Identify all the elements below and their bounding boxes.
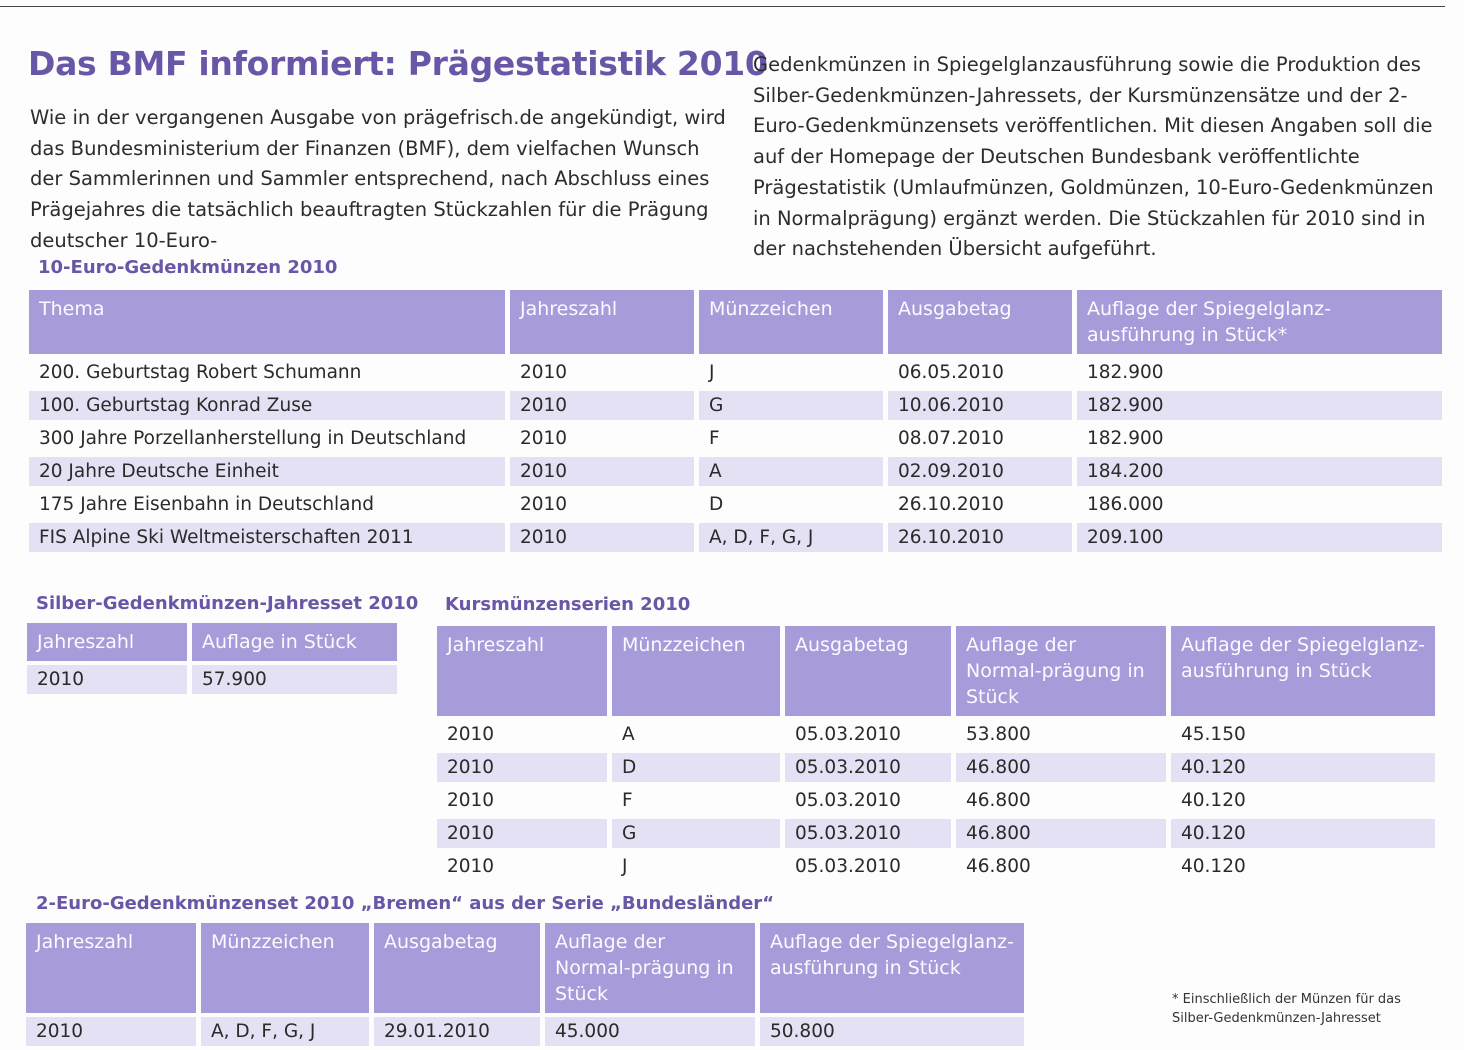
table-row (29, 490, 1442, 519)
col-header-thema: Thema (29, 290, 505, 354)
table-row (29, 424, 1442, 453)
table-header-row (29, 290, 1442, 354)
cell-auflage: 182.900 (1087, 362, 1164, 383)
cell-muenzzeichen: F (709, 428, 720, 449)
bremen-table (21, 919, 1029, 1050)
cell-auflage-spiegelglanz: 45.150 (1181, 724, 1246, 745)
cell-auflage: 209.100 (1077, 523, 1442, 552)
col-header-auflage-spiegelglanz: Auflage der Spiegelglanz-ausführung in Stück (760, 923, 1024, 1013)
table-row (29, 523, 1442, 552)
cell-auflage-spiegelglanz: 40.120 (1171, 753, 1435, 782)
col-header-ausgabetag: Ausgabetag (374, 923, 540, 1013)
cell-muenzzeichen: G (612, 819, 780, 848)
cell-muenzzeichen: J (709, 362, 715, 383)
cell-ausgabetag: 05.03.2010 (795, 856, 901, 877)
col-header-auflage: Auflage in Stück (192, 623, 397, 661)
cell-auflage-normal: 45.000 (545, 1017, 755, 1046)
cell-jahreszahl: 2010 (520, 428, 568, 449)
cell-jahreszahl: 2010 (510, 457, 694, 486)
cell-jahreszahl: 2010 (437, 753, 607, 782)
table-row (437, 753, 1435, 782)
cell-auflage-normal: 46.800 (956, 819, 1166, 848)
col-header-muenzzeichen: Münzzeichen (201, 923, 369, 1013)
cell-ausgabetag: 29.01.2010 (374, 1017, 540, 1046)
kurs-table (432, 622, 1440, 885)
cell-muenzzeichen: D (612, 753, 780, 782)
cell-muenzzeichen: J (622, 856, 628, 877)
col-header-muenzzeichen: Münzzeichen (612, 626, 780, 716)
col-header-auflage-spiegelglanz: Auflage der Spiegelglanz-ausführung in Stück (1171, 626, 1435, 716)
table-row (437, 786, 1435, 815)
cell-muenzzeichen: F (622, 790, 633, 811)
cell-thema: 100. Geburtstag Konrad Zuse (29, 391, 505, 420)
cell-muenzzeichen: G (699, 391, 883, 420)
cell-jahreszahl: 2010 (447, 856, 495, 877)
col-header-auflage-spiegelglanz: Auflage der Spiegelglanz-ausführung in Stück* (1077, 290, 1442, 354)
table-row (437, 852, 1435, 881)
cell-muenzzeichen: A, D, F, G, J (699, 523, 883, 552)
col-header-jahreszahl: Jahreszahl (27, 623, 187, 661)
table-row (437, 720, 1435, 749)
cell-auflage-normal: 46.800 (966, 790, 1031, 811)
col-header-auflage-normal: Auflage der Normal-prägung in Stück (545, 923, 755, 1013)
cell-ausgabetag: 26.10.2010 (888, 523, 1072, 552)
cell-ausgabetag: 02.09.2010 (888, 457, 1072, 486)
col-header-ausgabetag: Ausgabetag (888, 290, 1072, 354)
cell-auflage-normal: 46.800 (956, 753, 1166, 782)
ten-euro-section-title: 10-Euro-Gedenkmünzen 2010 (38, 257, 338, 278)
cell-auflage: 182.900 (1077, 391, 1442, 420)
cell-thema: 175 Jahre Eisenbahn in Deutschland (39, 494, 374, 515)
cell-ausgabetag: 26.10.2010 (898, 494, 1004, 515)
silber-table (22, 619, 402, 698)
cell-muenzzeichen: A, D, F, G, J (201, 1017, 369, 1046)
cell-auflage: 57.900 (192, 665, 397, 694)
col-header-ausgabetag: Ausgabetag (785, 626, 951, 716)
table-row (29, 391, 1442, 420)
page-title: Das BMF informiert: Prägestatistik 2010 (28, 44, 768, 83)
cell-auflage-normal: 53.800 (966, 724, 1031, 745)
cell-jahreszahl: 2010 (447, 724, 495, 745)
cell-auflage-normal: 46.800 (966, 856, 1031, 877)
table-row (29, 457, 1442, 486)
cell-jahreszahl: 2010 (447, 790, 495, 811)
table-row (437, 819, 1435, 848)
cell-auflage-spiegelglanz: 40.120 (1171, 819, 1435, 848)
cell-jahreszahl: 2010 (437, 819, 607, 848)
table-row (29, 358, 1442, 387)
table-header-row (437, 626, 1435, 716)
cell-ausgabetag: 05.03.2010 (785, 819, 951, 848)
cell-jahreszahl: 2010 (27, 665, 187, 694)
cell-thema: FIS Alpine Ski Weltmeisterschaften 2011 (29, 523, 505, 552)
silber-section-title: Silber-Gedenkmünzen-Jahresset 2010 (36, 593, 419, 614)
cell-ausgabetag: 05.03.2010 (795, 724, 901, 745)
cell-muenzzeichen: A (699, 457, 883, 486)
footnote: * Einschließlich der Münzen für das Silber-Gedenkmünzen-Jahresset (1172, 992, 1401, 1026)
cell-thema: 300 Jahre Porzellanherstellung in Deutschland (39, 428, 467, 449)
top-rule (0, 6, 1445, 7)
cell-auflage: 184.200 (1077, 457, 1442, 486)
col-header-muenzzeichen: Münzzeichen (699, 290, 883, 354)
intro-text-left: Wie in der vergangenen Ausgabe von prägefrisch.de angekündigt, wird das Bundesministerium der Finanzen (BMF), dem vielfachen Wunsch der Sammlerinnen und Sammler entsprechend, nach Abschluss eines Prägejahres die tatsächlich beauftragten Stückzahlen für die Prägung deutscher 10-Euro- (30, 106, 726, 252)
cell-ausgabetag: 08.07.2010 (898, 428, 1004, 449)
cell-muenzzeichen: D (709, 494, 724, 515)
cell-ausgabetag: 05.03.2010 (785, 753, 951, 782)
cell-auflage: 186.000 (1087, 494, 1164, 515)
col-header-jahreszahl: Jahreszahl (26, 923, 196, 1013)
cell-auflage-spiegelglanz: 50.800 (760, 1017, 1024, 1046)
cell-muenzzeichen: A (622, 724, 635, 745)
intro-text-right: Gedenkmünzen in Spiegelglanzausführung sowie die Produktion des Silber-Gedenkmünzen-Jahressets, der Kursmünzensätze und der 2-Euro-Gedenkmünzensets veröffentlichen. Mit diesen Angaben soll die auf der Homepage der Deutschen Bundesbank veröffentlichte Prägestatistik (Umlaufmünzen, Goldmünzen, 10-Euro-Gedenkmünzen in Normalprägung) ergänzt werden. Die Stückzahlen für 2010 sind in der nachstehenden Übersicht aufgeführt. (753, 53, 1434, 261)
ten-euro-table (24, 286, 1447, 556)
col-header-jahreszahl: Jahreszahl (437, 626, 607, 716)
table-row (27, 665, 397, 694)
cell-jahreszahl: 2010 (26, 1017, 196, 1046)
col-header-jahreszahl: Jahreszahl (510, 290, 694, 354)
table-header-row (27, 623, 397, 661)
cell-thema: 200. Geburtstag Robert Schumann (39, 362, 362, 383)
cell-ausgabetag: 05.03.2010 (795, 790, 901, 811)
cell-jahreszahl: 2010 (520, 362, 568, 383)
kurs-section-title: Kursmünzenserien 2010 (445, 594, 691, 615)
bremen-section-title: 2-Euro-Gedenkmünzenset 2010 „Bremen“ aus der Serie „Bundesländer“ (36, 893, 775, 914)
cell-auflage: 182.900 (1087, 428, 1164, 449)
cell-auflage-spiegelglanz: 40.120 (1181, 856, 1246, 877)
cell-ausgabetag: 06.05.2010 (898, 362, 1004, 383)
cell-ausgabetag: 10.06.2010 (888, 391, 1072, 420)
cell-auflage-spiegelglanz: 40.120 (1181, 790, 1246, 811)
table-header-row (26, 923, 1024, 1013)
col-header-auflage-normal: Auflage der Normal-prägung in Stück (956, 626, 1166, 716)
table-row (26, 1017, 1024, 1046)
cell-thema: 20 Jahre Deutsche Einheit (29, 457, 505, 486)
cell-jahreszahl: 2010 (510, 391, 694, 420)
cell-jahreszahl: 2010 (520, 494, 568, 515)
cell-jahreszahl: 2010 (510, 523, 694, 552)
